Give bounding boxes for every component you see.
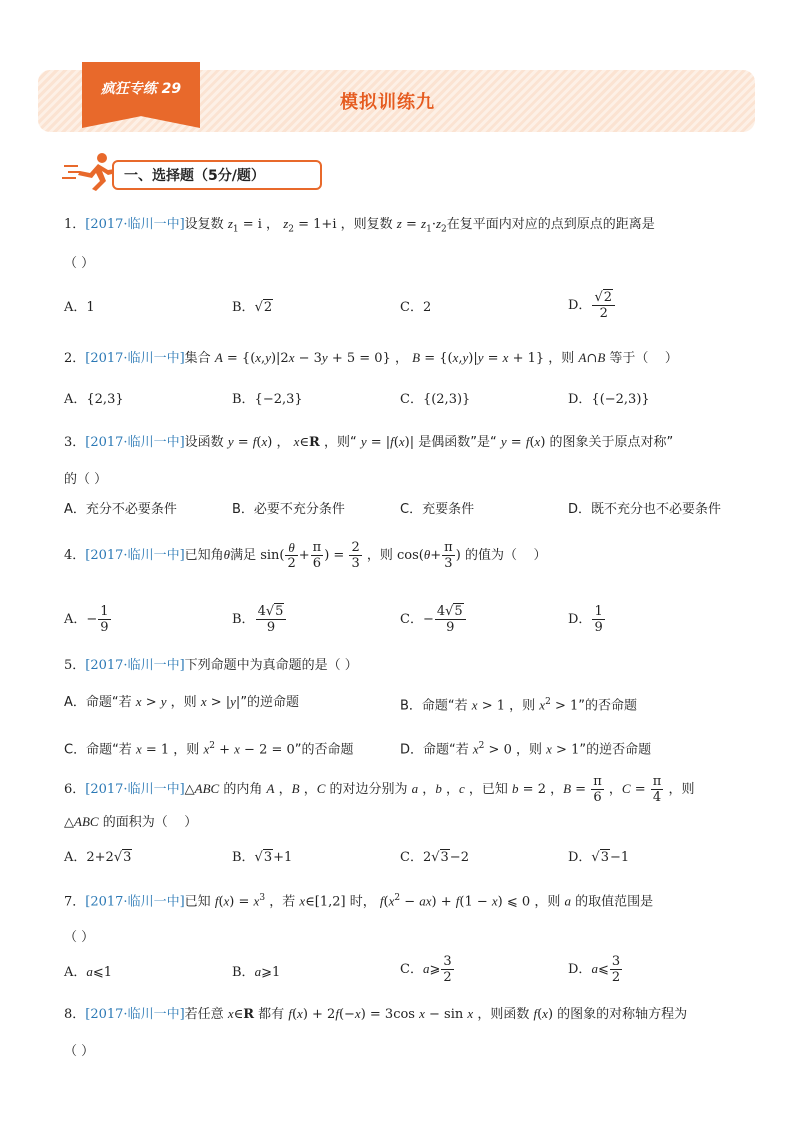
q4-option-c[interactable]: C．− $\frac{4√5}{9}$	[400, 604, 467, 635]
question-8: 8．[2017·临川一中]若任意 x∈R 都有 f(x) + 2f(−x) = 3cos x − sin x ，则函数 f(x) 的图象的对称轴方程为	[64, 1006, 688, 1022]
q5-option-c[interactable]: C．命题“若 x = 1 ，则 $x^2 + x - 2 = 0$”的否命题	[64, 741, 354, 758]
question-8-paren: （ ）	[64, 1044, 95, 1059]
series-tag: 疯狂专练 29	[100, 81, 182, 97]
q4-option-a[interactable]: A．− $\frac{1}{9}$	[64, 604, 109, 635]
section-title: 一、选择题（5分/题）	[124, 168, 265, 184]
question-7-paren: （ ）	[64, 930, 95, 945]
q5-option-b[interactable]: B．命题“若 x > 1 ，则 $x^2 > 1$”的否命题	[400, 697, 637, 714]
q6-option-c[interactable]: C．2√3−2	[400, 850, 469, 865]
q2-option-c[interactable]: C．{(2,3)}	[400, 392, 471, 407]
q2-option-a[interactable]: A．{2,3}	[64, 392, 124, 407]
q3-option-d[interactable]: D．既不充分也不必要条件	[568, 502, 722, 517]
question-1: 1．[2017·临川一中]设复数 $z_1 = i$ ， $z_2 = 1+i$ ，则复数 $z = z_1\cdot z_2$在复平面内对应的点到原点的距离是	[64, 216, 655, 235]
q1-option-c[interactable]: C．2	[400, 300, 432, 315]
q5-option-a[interactable]: A．命题“若 x > y ，则 x > |y|”的逆命题	[64, 694, 300, 710]
question-7: 7．[2017·临川一中]已知 $f(x) = x^3$ ，若 x∈[1,2] 时， $f(x^2 - ax) + f(1 - x)$ ⩽ 0 ，则 a 的取值范围是	[64, 893, 654, 910]
q1-option-b[interactable]: B．√2	[232, 300, 273, 315]
question-4: 4．[2017·临川一中]已知角θ满足 sin( $\frac{\theta}{2}$ + $\frac{\pi}{6}$ ) = $\frac{2}{3}$ ，则 cos(θ+ $\frac{\pi}{3}$ ) 的值为（ ）	[64, 540, 547, 571]
question-6: 6．[2017·临川一中]△ABC 的内角 A ，B ，C 的对边分别为 a ，b ，c ，已知 b = 2 ，B = $\frac{\pi}{6}$ ，C = $\frac{\pi}{4}$ ，则	[64, 774, 695, 805]
q7-option-c[interactable]: C．a⩾ $\frac{3}{2}$	[400, 954, 452, 985]
q6-option-b[interactable]: B．√3+1	[232, 850, 293, 865]
question-3: 3．[2017·临川一中]设函数 y = f(x) ， x∈R ，则“ y = |f(x)| 是偶函数”是“ y = f(x) 的图象关于原点对称”	[64, 434, 674, 450]
q4-option-d[interactable]: D． $\frac{1}{9}$	[568, 604, 603, 635]
question-6-cont: △ABC 的面积为（ ）	[64, 814, 198, 830]
q3-option-a[interactable]: A．充分不必要条件	[64, 502, 177, 517]
q7-option-a[interactable]: A．a⩽1	[64, 964, 113, 980]
q6-option-d[interactable]: D．√3−1	[568, 850, 630, 865]
q1-option-a[interactable]: A．1	[64, 300, 95, 315]
question-5: 5．[2017·临川一中]下列命题中为真命题的是（ ）	[64, 658, 358, 673]
q7-option-d[interactable]: D．a⩽ $\frac{3}{2}$	[568, 954, 621, 985]
question-3-cont: 的（ ）	[64, 472, 108, 487]
question-2: 2．[2017·临川一中]集合 A = {(x,y)|2x − 3y + 5 = 0} ， B = {(x,y)|y = x + 1} ，则 A∩B 等于（ ）	[64, 350, 678, 366]
q3-option-c[interactable]: C．充要条件	[400, 502, 475, 517]
q5-option-d[interactable]: D．命题“若 $x^2 > 0$ ，则 x > 1”的逆否命题	[400, 741, 652, 758]
q6-option-a[interactable]: A．2+2√3	[64, 850, 132, 865]
q2-option-b[interactable]: B．{−2,3}	[232, 392, 303, 407]
question-1-paren: （ ）	[64, 256, 95, 271]
q1-option-d[interactable]: D． $\frac{√2}{2}$	[568, 290, 616, 321]
q7-option-b[interactable]: B．a⩾1	[232, 964, 281, 980]
q3-option-b[interactable]: B．必要不充分条件	[232, 502, 345, 517]
page-title: 模拟训练九	[340, 92, 435, 113]
q4-option-b[interactable]: B． $\frac{4√5}{9}$	[232, 604, 287, 635]
q2-option-d[interactable]: D．{(−2,3)}	[568, 392, 650, 407]
